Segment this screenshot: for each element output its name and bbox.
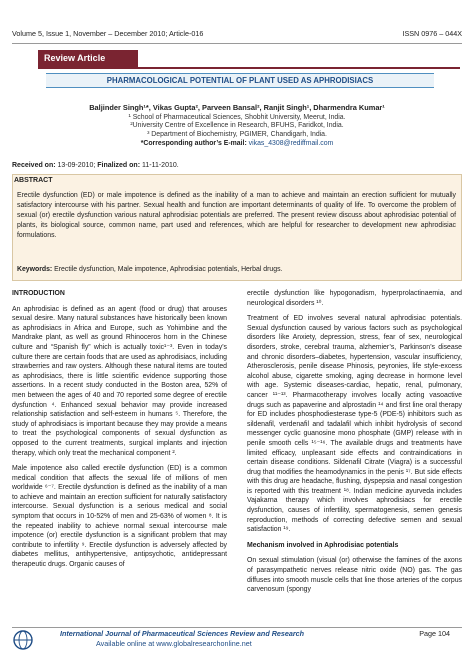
affiliation-1: ¹ School of Pharmaceutical Sciences, Shobhit University, Meerut, India. (128, 114, 346, 121)
footer-divider (12, 627, 462, 628)
footer-website[interactable]: Available online at www.globalresearchonline.net (96, 639, 252, 648)
left-column (12, 289, 227, 576)
corresponding-email[interactable]: vikas_4308@rediffmail.com (248, 140, 334, 147)
affiliation-3: ³ Department of Biochemistry, PGIMER, Chandigarh, India. (147, 131, 327, 138)
badge-underline (38, 67, 460, 69)
corresponding-author (0, 140, 474, 147)
header-issn: ISSN 0976 – 044X (402, 29, 462, 38)
received-label: Received on: (12, 162, 56, 169)
submission-dates (12, 162, 179, 169)
article-title: PHARMACOLOGICAL POTENTIAL OF PLANT USED AS APHRODISIACS (46, 73, 434, 88)
intro-paragraph-2: Male impotence also called erectile dysfunction (ED) is a common medical condition that affects the sexual life of millions of men worldwide ⁶⁻⁷. Erectile dysfunction is defined as the inability of a man to achieve and maintain an erection sufficient for naturally satisfactory intercourse. Sexual dysfunction is a serious medical and social symptom that occurs in 10-52% of men and 25-63% of women ⁸. It is the repeated inability to achieve normal sexual intercourse male impotence (or) erectile dysfunction is a significant problem that may contribute to infertility ⁹. Erectile dysfunction is adversely affected by diabetes mellitus, antihypertensive, antipsychotic, antidepressant therapeutic drugs. Organic causes of (12, 465, 227, 569)
abstract-text: Erectile dysfunction (ED) or male impotence is defined as the inability of a man to achieve and maintain an erection sufficient for mutually satisfactory intercourse with his partner. Sexual health and function are important determinants of quality of life. To overcome the problem of sexual (or) erectile dysfunction various natural aphrodisiac potentials are preferred. The present review discuss about aphrodisiac potential of plants, its biological source, common name, part used and references, which are helpful for researcher to development new aphrodisiac formulations. (17, 192, 456, 239)
keywords-label: Keywords: (17, 266, 53, 273)
footer-journal-name: International Journal of Pharmaceutical Sciences Review and Research (60, 629, 305, 638)
header-volume: Volume 5, Issue 1, November – December 2010; Article-016 (12, 29, 204, 38)
right-paragraph-1: erectile dysfunction like hypogonadism, hyperprolactinaemia, and neurological disorders ¹⁰. (247, 290, 462, 307)
keywords (17, 266, 456, 273)
page-number: Page 104 (419, 629, 450, 638)
corresponding-label: *Corresponding author’s E-mail: (140, 140, 247, 147)
journal-logo-icon (12, 629, 34, 651)
abstract-heading: ABSTRACT (14, 177, 53, 184)
finalized-label: Finalized on: (97, 162, 141, 169)
keywords-text: Erectile dysfunction, Male impotence, Aphrodisiac potentials, Herbal drugs. (54, 266, 283, 273)
right-paragraph-2: Treatment of ED involves several natural aphrodisiac potentials. Sexual dysfunction caused by various factors such as psychological disorders like Anxiety, depression, stress, fear of sex, neurological disorders, stroke, cerebral trauma, alzhemier’s, Parkinson’s disease and chronic disorders–diabetes, hypertension, vascular insufficiency, Atherosclerosis, penile disease Phinosis, peyronies, life style-excess alcohol abuse, cigarette smoking, aging decrease in hormone level with age. Systemic diseases-cardiac, hepatic, renal, pulmonary, cancer ¹¹⁻¹³. Pharmacotherapy involves locally acting vasoactive drugs such as papaverine and alprostadin ¹⁴ and first line oral therapy for ED includes phosphodiesterase type-5 (PDE-5) inhibitors such as sildenafil, verdenafil and tadalafil which inhibit hydrolysis of second messenger cyclic guanosine mono phosphate (GMP) release with in penile smooth cells ¹⁵⁻¹⁶. The available drugs and treatments have limited efficacy, unpleasant side effects and contraindications in certain disease conditions. Sildenafil Citrate (Viagra) is a successful drug that modifies the heamodynamics in the penis ¹⁷. But side effects with this drug are headache, flushing, dyspepsia and nasal congestion is reported with this treatment ¹⁸. Indian medicine ayurveda includes Vajakarna therapy which involves aphrodisiacs for erectile dysfunction, causes of infertility, spermatogenesis, semen genesis reproduction, methods of correcting defective semen and sexual satisfaction ¹⁹. (247, 315, 462, 534)
mechanism-paragraph: On sexual stimulation (visual (or) otherwise the famines of the axons of parasympathetic nerves release nitric oxide (NO) gas. The gas diffuses into smooth muscle cells that line those arteries of the corpus carvenosum (spongy (247, 557, 462, 594)
affiliation-2: ²University Centre of Excellence in Research, BFUHS, Faridkot, India. (130, 122, 344, 129)
mechanism-heading: Mechanism involved in Aphrodisiac potentials (247, 541, 399, 549)
received-date: 13-09-2010; (57, 162, 96, 169)
running-header (12, 29, 462, 44)
article-type-badge: Review Article (38, 50, 138, 67)
intro-paragraph-1: An aphrodisiac is defined as an agent (food or drug) that arouses sexual desire. Many natural substances have historically been known as aphrodisiacs in Africa and Europe, such as Yohimbine and the Mandrake plant, as well as ground Rhinoceros horn in the Chinese culture and “Spanish fly” which is actually toxic¹⁻³. Even in today’s culture there are certain foods that are used as aphrodisiacs, including strawberries and raw oysters. Although these natural items are touted as aphrodisiacs, there is little scientific evidence supporting those assertions. In a recent study conducted in the Boston area, 52% of men between the ages of 40 and 70 reported some degree of erectile dysfunction ⁴. Enhanced sexual behavior may provide increased relationship satisfaction and self-esteem in humans ⁵. Therefore, the study of aphrodisiacs is important because they may provide a means to treat the psychological components of sexual dysfunction as opposed to the current treatments, surgical implants and injection therapy, which only treat the mechanical component ². (12, 305, 227, 457)
finalized-date: 11-11-2010. (141, 162, 179, 169)
right-column (247, 289, 462, 601)
introduction-heading: INTRODUCTION (12, 290, 65, 297)
author-list: Baljinder Singh¹*, Vikas Gupta², Parveen Bansal², Ranjit Singh¹, Dharmendra Kumar¹ (89, 103, 385, 112)
